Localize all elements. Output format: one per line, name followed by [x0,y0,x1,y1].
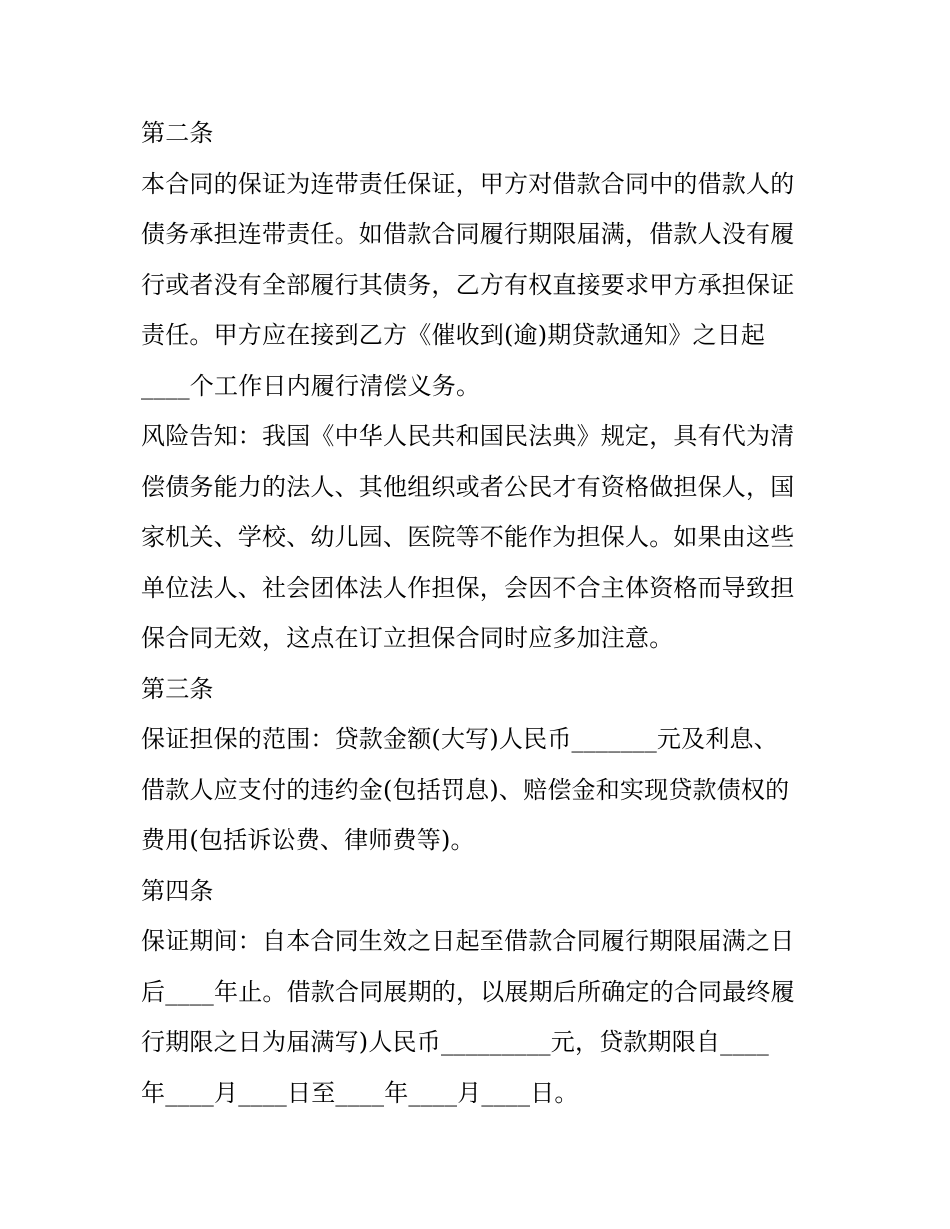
article-heading-3: 第三条 [141,674,214,703]
paragraph-line: 责任。甲方应在接到乙方《催收到(逾)期贷款通知》之日起 [141,321,766,349]
paragraph-line: 费用(包括诉讼费、律师费等)。 [141,826,475,854]
paragraph-line: 行或者没有全部履行其债务，乙方有权直接要求甲方承担保证 [141,270,795,299]
paragraph-line: 借款人应支付的违约金(包括罚息)、赔偿金和实现贷款债权的 [141,775,790,804]
paragraph-line: 保证期间：自本合同生效之日起至借款合同履行期限届满之日 [141,927,795,955]
risk-notice-line: 风险告知：我国《中华人民共和国民法典》规定，具有代为清 [141,422,795,450]
risk-notice-line: 偿债务能力的法人、其他组织或者公民才有资格做担保人，国 [141,472,795,501]
article-heading-2: 第二条 [141,119,214,147]
document-body [141,108,821,1118]
paragraph-line: ____个工作日内履行清偿义务。 [141,371,481,400]
paragraph-line: 债务承担连带责任。如借款合同履行期限届满，借款人没有履 [141,220,795,248]
risk-notice-line: 家机关、学校、幼儿园、医院等不能作为担保人。如果由这些 [141,523,795,551]
paragraph-line: 年____月____日至____年____月____日。 [141,1078,579,1107]
paragraph-line: 后____年止。借款合同展期的，以展期后所确定的合同最终履 [141,977,795,1006]
article-heading-4: 第四条 [141,876,214,905]
paragraph-line: 保证担保的范围：贷款金额(大写)人民币_______元及利息、 [141,725,778,753]
risk-notice-line: 保合同无效，这点在订立担保合同时应多加注意。 [141,624,674,652]
risk-notice-line: 单位法人、社会团体法人作担保，会因不合主体资格而导致担 [141,573,795,602]
paragraph-line: 本合同的保证为连带责任保证，甲方对借款合同中的借款人的 [141,169,795,198]
paragraph-line: 行期限之日为届满写)人民币_________元，贷款期限自____ [141,1028,769,1056]
